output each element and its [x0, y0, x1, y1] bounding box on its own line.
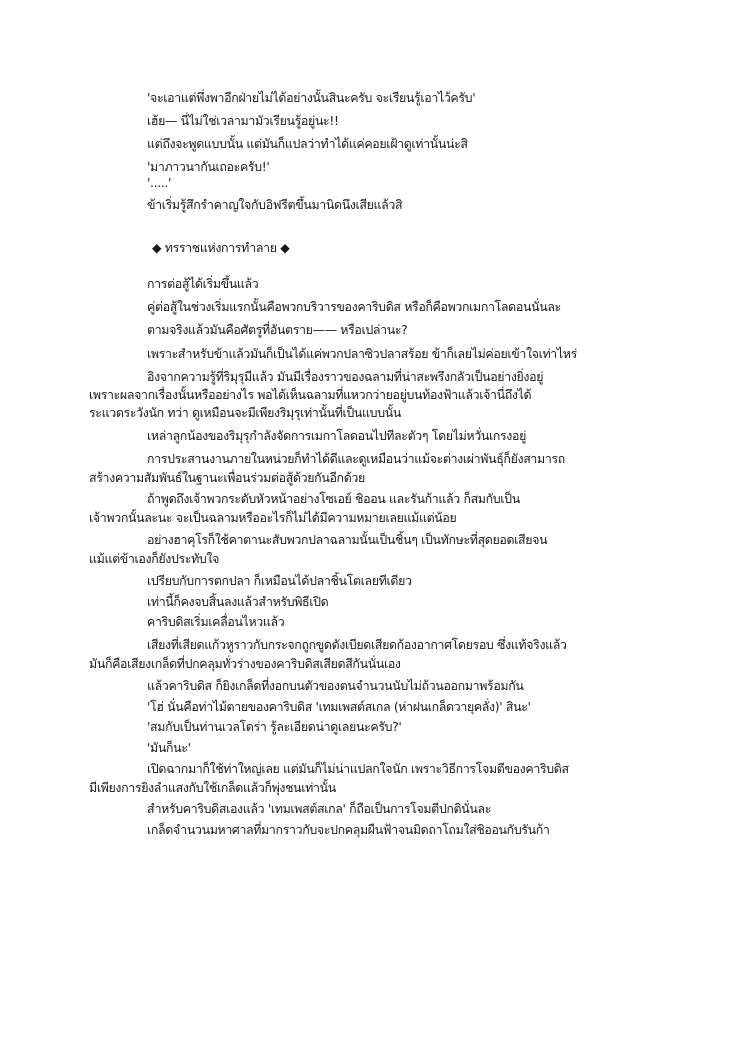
text-line: แต่ถึงจะพูดแบบนั้น แต่มันก็แปลว่าทำได้แค่คอยเฝ้าดูเท่านั้นน่ะสิ — [147, 136, 468, 151]
text-line: เพราะผลจากเรื่องนั้นหรืออย่างไร พอได้เห็นฉลามที่แหวกว่ายอยู่บนท้องฟ้าแล้วเจ้านี่ถึงได้ — [89, 387, 532, 402]
text-line: 'สมกับเป็นท่านเวลโดร่า รู้ละเอียดน่าดูเลยนะครับ?' — [147, 719, 402, 734]
text-line: สร้างความสัมพันธ์ในฐานะเพื่อนร่วมต่อสู้ด้วยกันอีกด้วย — [89, 470, 365, 485]
text-line: มันก็คือเสียงเกล็ดที่ปกคลุมทั่วร่างของคาริบดิสเสียดสีกันนั่นเอง — [89, 656, 401, 671]
text-line: ข้าเริ่มรู้สึกรำคาญใจกับอิฟรีตขึ้นมานิดนึงเสียแล้วสิ — [147, 197, 403, 212]
text-line: 'จะเอาแต่พึ่งพาอีกฝ่ายไม่ได้อย่างนั้นสินะครับ จะเรียนรู้เอาไว้ครับ' — [147, 90, 476, 105]
text-line: เพราะสำหรับข้าแล้วมันก็เป็นได้แค่พวกปลาซิวปลาสร้อย ข้าก็เลยไม่ค่อยเข้าใจเท่าไหร่ — [147, 346, 577, 361]
text-line: เฮ้ย— นี่ไม่ใช่เวลามามัวเรียนรู้อยู่นะ!! — [147, 113, 339, 128]
text-line: อิงจากความรู้ที่ริมุรุมีแล้ว มันมีเรื่องราวของฉลามที่น่าสะพรึงกลัวเป็นอย่างยิ่งอยู่ — [147, 369, 544, 384]
text-line: ถ้าพูดถึงเจ้าพวกระดับหัวหน้าอย่างโซเอย์ ชิออน และรันก้าแล้ว ก็สมกับเป็น — [147, 491, 520, 506]
text-line: เปิดฉากมาก็ใช้ท่าใหญ่เลย แต่มันก็ไม่น่าแปลกใจนัก เพราะวิธีการโจมตีของคาริบดิส — [147, 761, 569, 776]
text-line: เกล็ดจำนวนมหาศาลที่มากราวกับจะปกคลุมผืนฟ้าจนมิดถาโถมใส่ชิออนกับรันก้า — [147, 822, 550, 837]
text-line: เปรียบกับการตกปลา ก็เหมือนได้ปลาชิ้นโตเลยทีเดียว — [147, 573, 412, 588]
text-line: ตามจริงแล้วมันคือศัตรูที่อันตราย—— หรือเปล่านะ? — [147, 322, 408, 337]
text-line: การต่อสู้ได้เริ่มขึ้นแล้ว — [147, 276, 259, 291]
text-line: ระแวดระวังนัก ทว่า ดูเหมือนจะมีเพียงริมุรุเท่านั้นที่เป็นแบบนั้น — [89, 405, 401, 420]
section-heading: ◆ ทรราชแห่งการทำลาย ◆ — [152, 240, 290, 255]
text-line: '.....' — [147, 175, 172, 190]
text-line: เสียงที่เสียดแก้วหูราวกับกระจกถูกขูดดังเบียดเสียดก้องอากาศโดยรอบ ซึ่งแท้จริงแล้ว — [147, 637, 567, 652]
text-line: คู่ต่อสู้ในช่วงเริ่มแรกนั้นคือพวกบริวารของคาริบดิส หรือก็คือพวกเมกาโลดอนนั่นละ — [147, 299, 561, 314]
text-line: สำหรับคาริบดิสเองแล้ว 'เทมเพสต์สเกล' ก็ถือเป็นการโจมตีปกตินั่นละ — [147, 801, 492, 816]
text-line: 'มาภาวนากันเถอะครับ!' — [147, 159, 270, 174]
text-line: การประสานงานภายในหน่วยก็ทำได้ดีและดูเหมือนว่าแม้จะต่างเผ่าพันธุ์ก็ยังสามารถ — [147, 451, 565, 466]
text-line: แม้แต่ข้าเองก็ยังประทับใจ — [89, 551, 220, 566]
text-line: แล้วคาริบดิส ก็ยิงเกล็ดที่งอกบนตัวของตนจำนวนนับไม่ถ้วนออกมาพร้อมกัน — [147, 678, 524, 693]
text-line: 'มันก็นะ' — [147, 740, 191, 755]
text-line: คาริบดิสเริ่มเคลื่อนไหวแล้ว — [147, 614, 285, 629]
text-line: เจ้าพวกนั้นละนะ จะเป็นฉลามหรืออะไรก็ไม่ได้มีความหมายเลยแม้แต่น้อย — [89, 510, 457, 525]
text-line: อย่างฮาคุโรก็ใช้คาตานะสับพวกปลาฉลามนั้นเป็นชิ้นๆ เป็นทักษะที่สุดยอดเสียจน — [147, 532, 548, 547]
text-line: เหล่าลูกน้องของริมุรุกำลังจัดการเมกาโลดอนไปทีละตัวๆ โดยไม่หวั่นเกรงอยู่ — [147, 428, 527, 443]
text-line: มีเพียงการยิงลำแสงกับใช้เกล็ดแล้วก็พุ่งชนเท่านั้น — [89, 780, 336, 795]
text-line: เท่านี้ก็คงจบสิ้นลงแล้วสำหรับพิธีเปิด — [147, 594, 329, 609]
text-line: 'โฮ่ นั่นคือท่าไม้ตายของคาริบดิส 'เทมเพสต์สเกล (ห่าฝนเกล็ดวายุคลั่ง)' สินะ' — [147, 699, 531, 714]
